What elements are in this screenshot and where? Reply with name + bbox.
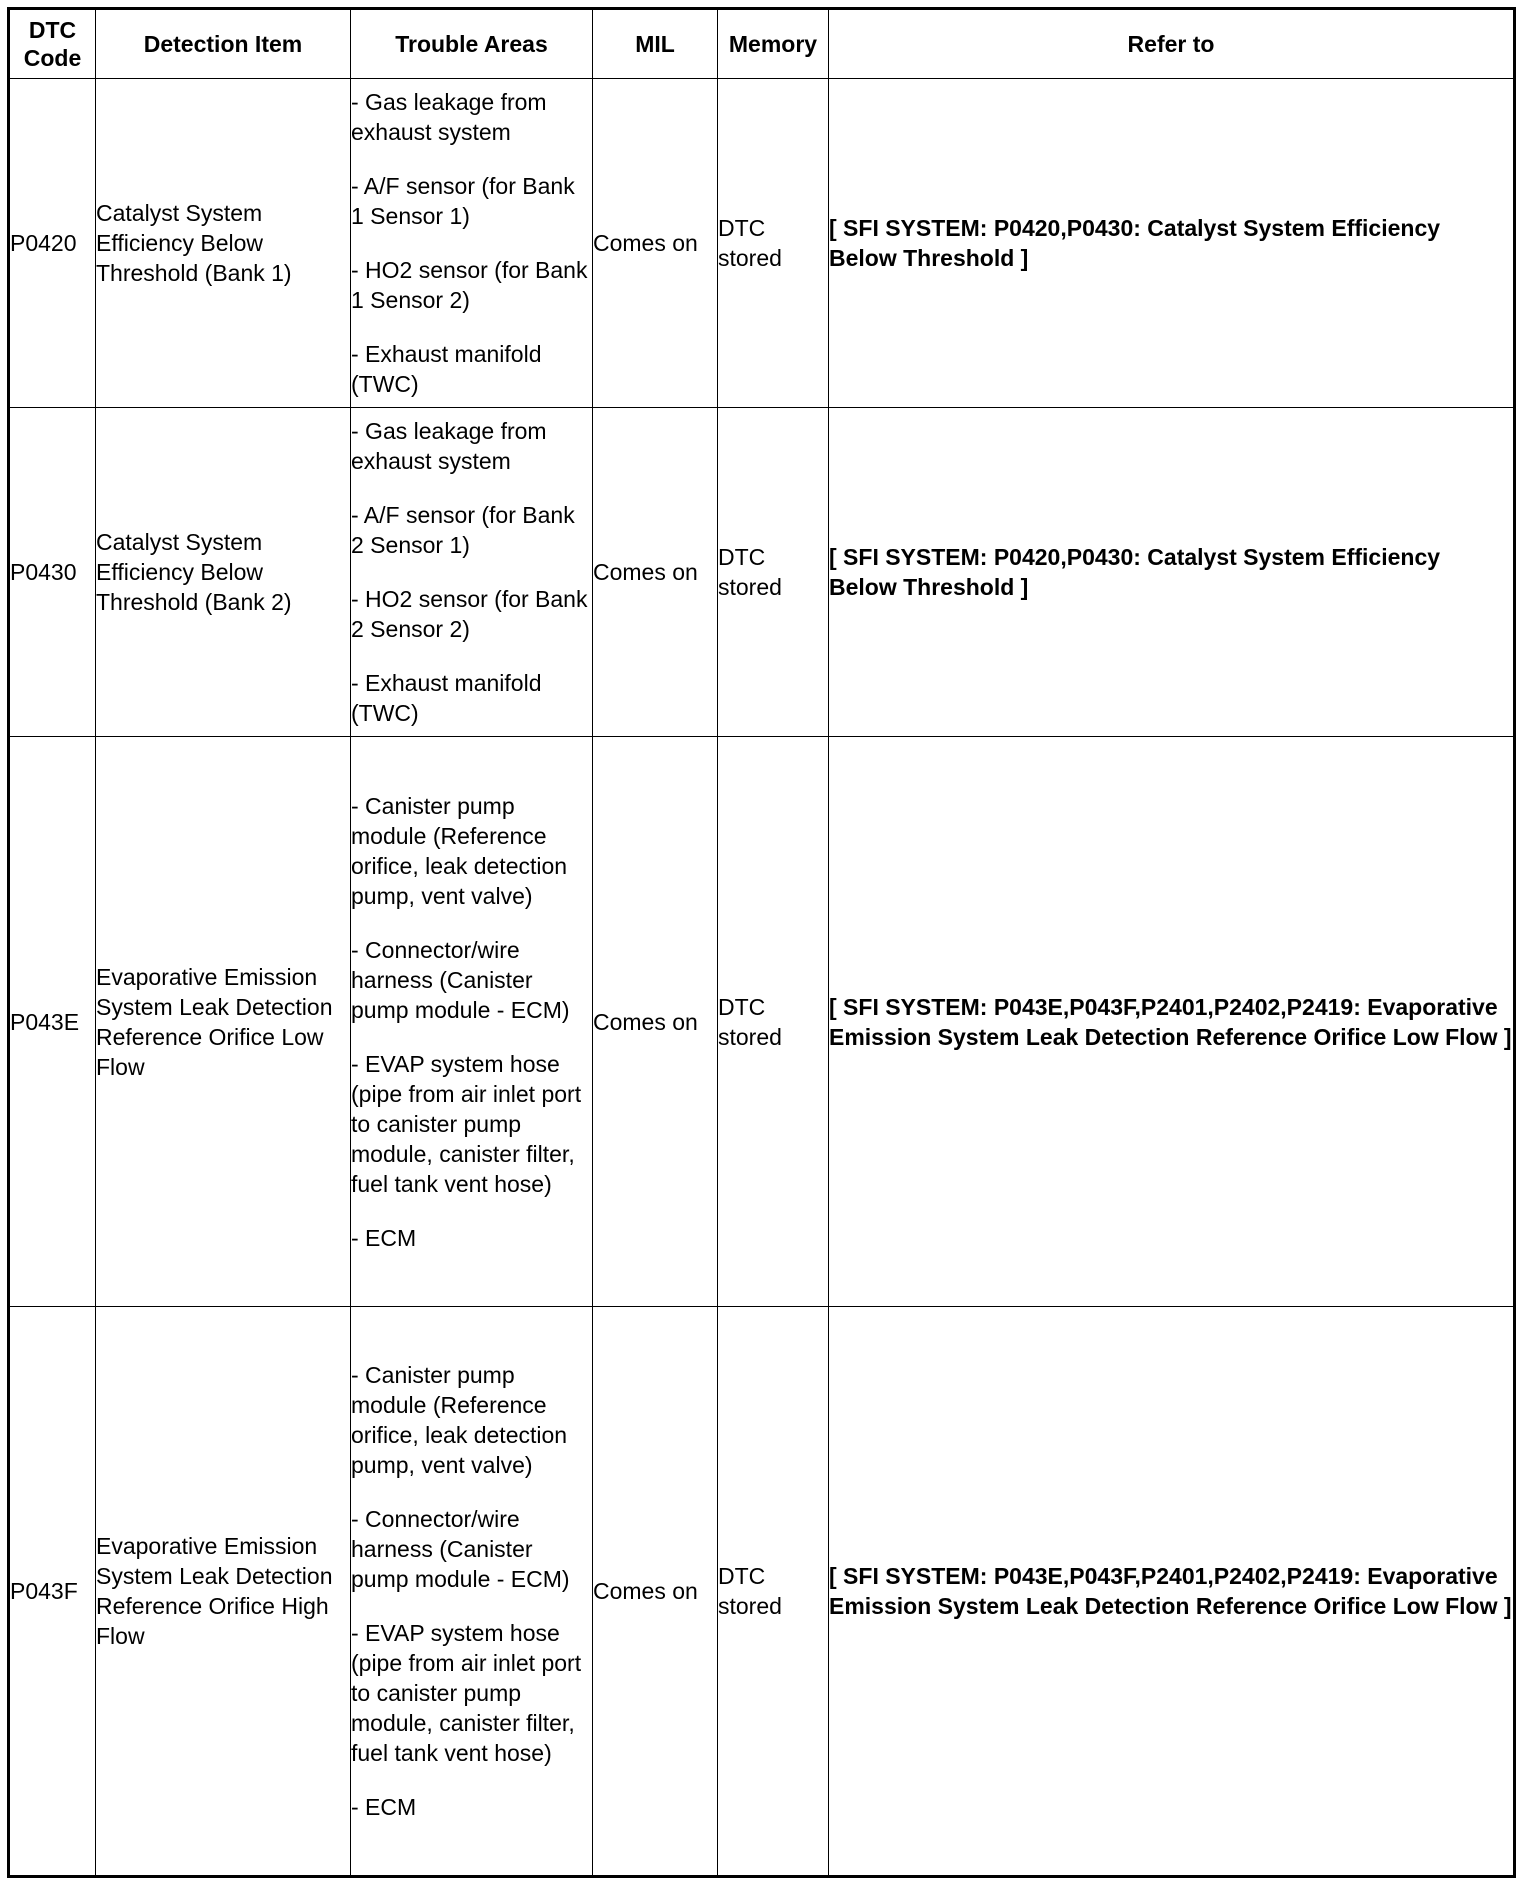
header-refer-to: Refer to: [829, 9, 1515, 79]
dtc-table: [7, 7, 1516, 1878]
header-trouble-areas: Trouble Areas: [351, 9, 593, 79]
trouble-area-item: - HO2 sensor (for Bank 2 Sensor 2): [351, 586, 588, 642]
header-dtc-code: [9, 9, 96, 79]
trouble-area-item: - A/F sensor (for Bank 1 Sensor 1): [351, 173, 575, 229]
mil-cell: Comes on: [593, 79, 718, 408]
mil-cell: Comes on: [593, 408, 718, 737]
memory-cell: DTC stored: [718, 408, 829, 737]
table-row: [9, 79, 1515, 408]
trouble-area-item: - Gas leakage from exhaust system: [351, 89, 547, 145]
refer-to-link[interactable]: [ SFI SYSTEM: P0420,P0430: Catalyst System Efficiency Below Threshold ]: [829, 408, 1515, 737]
trouble-area-item: - ECM: [351, 1794, 417, 1820]
trouble-area-item: - Canister pump module (Reference orifice, leak detection pump, vent valve): [351, 1362, 568, 1478]
detection-item-cell: Catalyst System Efficiency Below Threshold (Bank 2): [96, 408, 351, 737]
header-detection-item: Detection Item: [96, 9, 351, 79]
trouble-area-item: - HO2 sensor (for Bank 1 Sensor 2): [351, 257, 588, 313]
header-memory: Memory: [718, 9, 829, 79]
trouble-area-item: - EVAP system hose (pipe from air inlet port to canister pump module, canister filter, fuel tank vent hose): [351, 1620, 582, 1766]
trouble-area-item: - A/F sensor (for Bank 2 Sensor 1): [351, 502, 575, 558]
header-mil: MIL: [593, 9, 718, 79]
refer-to-link[interactable]: [ SFI SYSTEM: P043E,P043F,P2401,P2402,P2419: Evaporative Emission System Leak Detection Reference Orifice Low Flow ]: [829, 737, 1515, 1307]
trouble-area-item: - EVAP system hose (pipe from air inlet port to canister pump module, canister filter, fuel tank vent hose): [351, 1050, 582, 1197]
mil-cell: Comes on: [593, 737, 718, 1307]
trouble-area-item: - Gas leakage from exhaust system: [351, 418, 547, 474]
header-dtc-code-line-2: Code: [23, 45, 82, 71]
mil-cell: Comes on: [593, 1307, 718, 1877]
trouble-area-item: - ECM: [351, 1224, 417, 1251]
table-row: [9, 408, 1515, 737]
trouble-area-item: - Connector/wire harness (Canister pump module - ECM): [351, 936, 570, 1023]
header-row: [9, 9, 1515, 79]
trouble-area-item: - Canister pump module (Reference orifice, leak detection pump, vent valve): [351, 792, 568, 909]
dtc-code-cell: P0420: [9, 79, 96, 408]
table-row: [9, 737, 1515, 1307]
trouble-areas-cell: [351, 408, 593, 737]
trouble-area-item: - Exhaust manifold (TWC): [351, 670, 542, 726]
trouble-area-item: - Exhaust manifold (TWC): [351, 341, 542, 397]
trouble-areas-cell: [351, 737, 593, 1307]
detection-item-cell: Evaporative Emission System Leak Detection Reference Orifice Low Flow: [96, 737, 351, 1307]
trouble-areas-cell: [351, 79, 593, 408]
memory-cell: DTC stored: [718, 737, 829, 1307]
trouble-areas-cell: [351, 1307, 593, 1877]
memory-cell: DTC stored: [718, 1307, 829, 1877]
dtc-code-cell: P043F: [9, 1307, 96, 1877]
table-row: [9, 1307, 1515, 1877]
dtc-code-cell: P0430: [9, 408, 96, 737]
refer-to-link[interactable]: [ SFI SYSTEM: P0420,P0430: Catalyst System Efficiency Below Threshold ]: [829, 79, 1515, 408]
header-dtc-code-line-1: DTC: [28, 17, 77, 43]
detection-item-cell: Evaporative Emission System Leak Detection Reference Orifice High Flow: [96, 1307, 351, 1877]
detection-item-cell: Catalyst System Efficiency Below Threshold (Bank 1): [96, 79, 351, 408]
refer-to-link[interactable]: [ SFI SYSTEM: P043E,P043F,P2401,P2402,P2419: Evaporative Emission System Leak Detection Reference Orifice Low Flow ]: [829, 1307, 1515, 1877]
trouble-area-item: - Connector/wire harness (Canister pump module - ECM): [351, 1506, 570, 1592]
dtc-code-cell: P043E: [9, 737, 96, 1307]
memory-cell: DTC stored: [718, 79, 829, 408]
